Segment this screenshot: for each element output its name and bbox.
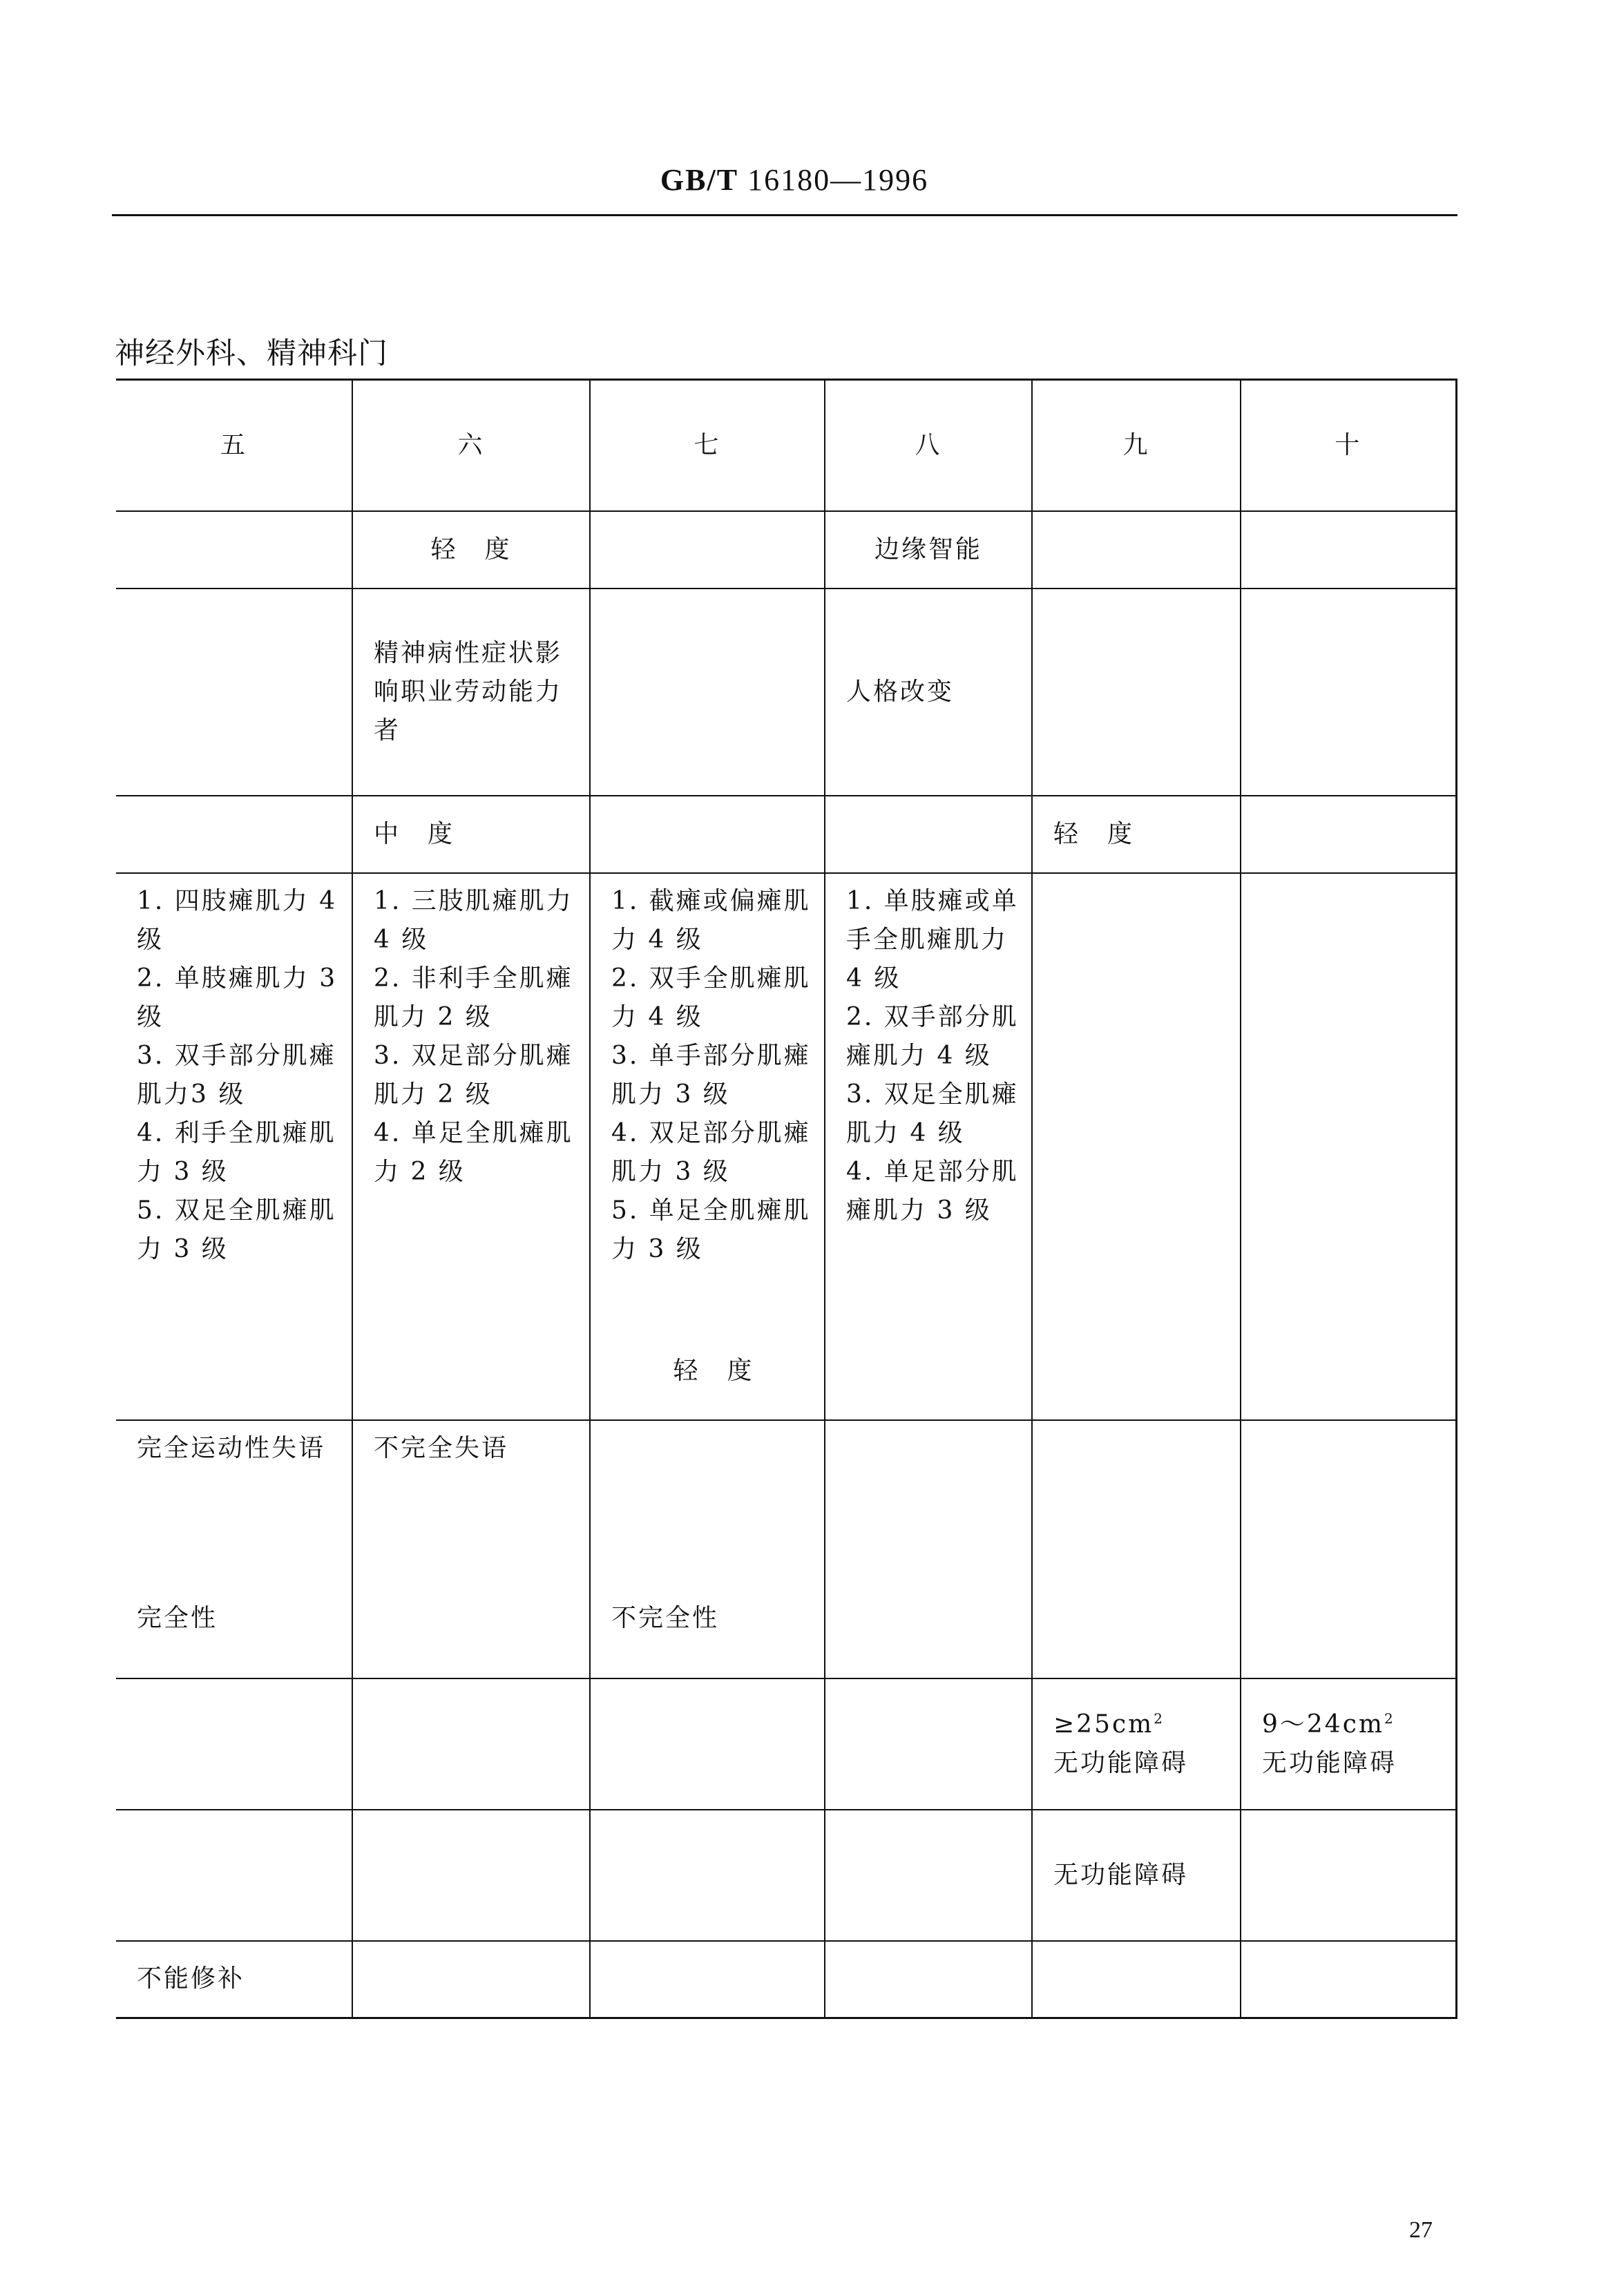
column-header-9: 九 [1032,380,1241,511]
table-cell [116,589,352,796]
list-item: 1. 单肢瘫或单手全肌瘫肌力 4 级 [846,886,1019,993]
list-item: 1. 四肢瘫肌力 4 级 [137,886,338,954]
table-cell [1241,796,1456,873]
list-item: 3. 双手部分肌瘫肌力3 级 [137,1041,336,1109]
table-cell: 人格改变 [825,589,1032,796]
table-cell: 精神病性症状影响职业劳动能力者 [352,589,590,796]
standard-number: 16180—1996 [747,163,929,197]
table-cell [116,873,352,1420]
disability-grade-table [116,379,1457,2019]
table-cell [1241,511,1456,589]
list-item: 5. 双足全肌瘫肌力 3 级 [137,1196,336,1263]
table-cell [590,1420,825,1678]
table-row [116,589,1456,796]
header-rule [112,214,1457,216]
section-title: 神经外科、精神科门 [115,336,388,371]
list-item: 4. 双足部分肌瘫肌力 3 级 [611,1118,811,1186]
table-row [116,796,1456,873]
aphasia-complete-motor: 完全运动性失语 [137,1433,326,1462]
standard-code: GB/T [660,163,739,197]
table-cell [825,1420,1032,1678]
page-number: 27 [1409,2217,1433,2243]
table-cell [1032,589,1241,796]
no-dysfunction-label: 无功能障碍 [1262,1748,1397,1777]
list-item: 4. 利手全肌瘫肌力 3 级 [137,1118,336,1186]
table-cell [1032,511,1241,589]
table-cell: 边缘智能 [825,511,1032,589]
table-row [116,511,1456,589]
table-cell [352,1941,590,2018]
table-cell [825,1810,1032,1941]
list-item: 2. 单肢瘫肌力 3 级 [137,964,338,1031]
table-cell [1241,589,1456,796]
table-cell [825,1678,1032,1810]
table-cell [352,1678,590,1810]
table-row [116,1810,1456,1941]
list-item: 2. 非利手全肌瘫肌力 2 级 [374,964,573,1031]
table-cell [352,873,590,1420]
area-unit-exponent: 2 [1154,1710,1165,1727]
aphasia-incomplete: 不完全失语 [374,1433,509,1462]
table-row [116,1941,1456,2018]
column-header-10: 十 [1241,380,1456,511]
table-cell [590,511,825,589]
column-header-5: 五 [116,380,352,511]
table-cell [590,1810,825,1941]
column-header-7: 七 [590,380,825,511]
list-item: 3. 双足部分肌瘫肌力 2 级 [374,1041,573,1109]
list-item: 4. 单足部分肌瘫肌力 3 级 [846,1157,1019,1225]
table-cell [352,1810,590,1941]
table-cell [1241,1810,1456,1941]
no-dysfunction-label: 无功能障碍 [1053,1748,1189,1777]
table-cell [1032,873,1241,1420]
table-cell [590,873,825,1420]
area-unit-exponent: 2 [1384,1710,1395,1727]
table-cell [1241,1420,1456,1678]
list-item: 2. 双手全肌瘫肌力 4 级 [611,964,811,1031]
list-item: 2. 双手部分肌瘫肌力 4 级 [846,1002,1019,1070]
table-row [116,873,1456,1420]
column-header-8: 八 [825,380,1032,511]
table-cell: 中 度 [352,796,590,873]
table-cell [1032,1941,1241,2018]
area-value: ≥25cm [1053,1710,1154,1739]
table-cell [1241,1678,1456,1810]
table-cell: 轻 度 [352,511,590,589]
table-cell [825,1941,1032,2018]
table-cell [1032,1678,1241,1810]
table-cell [116,796,352,873]
table-cell [590,1941,825,2018]
table-cell: 轻 度 [1032,796,1241,873]
list-item: 1. 截瘫或偏瘫肌力 4 级 [611,886,811,954]
table-cell [116,1810,352,1941]
table-cell [116,511,352,589]
list-item: 5. 单足全肌瘫肌力 3 级 [611,1196,811,1263]
list-item: 1. 三肢肌瘫肌力 4 级 [374,886,573,954]
list-item: 4. 单足全肌瘫肌力 2 级 [374,1118,573,1186]
table-cell [116,1678,352,1810]
area-value: 9～24cm [1262,1710,1385,1739]
severity-note: 轻 度 [673,1356,754,1385]
list-item: 3. 单手部分肌瘫肌力 3 级 [611,1041,811,1109]
table-cell [590,589,825,796]
table-cell [352,1420,590,1678]
table-cell [1032,1420,1241,1678]
list-item: 3. 双足全肌瘫肌力 4 级 [846,1080,1019,1147]
table-cell [116,1420,352,1678]
complete-label: 完全性 [137,1603,218,1632]
table-cell [825,873,1032,1420]
table-cell: 不能修补 [116,1941,352,2018]
table-cell [1241,873,1456,1420]
table-cell [825,796,1032,873]
table-row [116,1678,1456,1810]
table-cell [590,796,825,873]
table-cell [590,1678,825,1810]
incomplete-label: 不完全性 [611,1603,720,1632]
column-header-6: 六 [352,380,590,511]
page-header [0,162,1589,198]
table-row [116,1420,1456,1678]
table-header-row [116,380,1456,511]
table-cell [1241,1941,1456,2018]
table-cell: 无功能障碍 [1032,1810,1241,1941]
